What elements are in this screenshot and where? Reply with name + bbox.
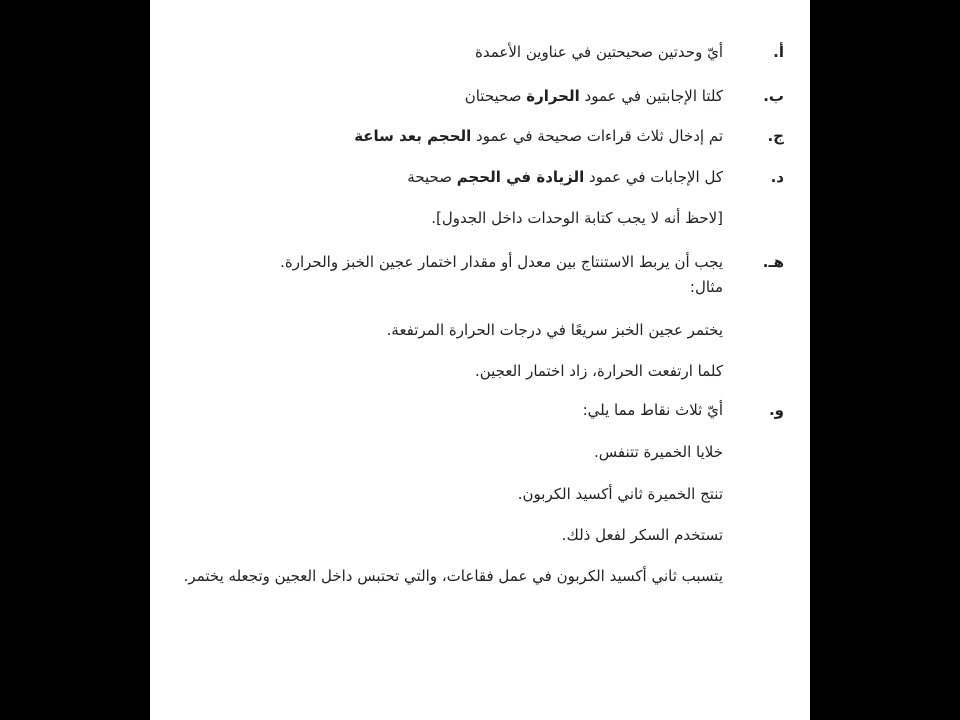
item-c-text-pre: تم إدخال ثلاث قراءات صحيحة في عمود [471, 127, 723, 145]
item-b-marker: ب. [763, 87, 784, 105]
item-c-marker: ج. [767, 127, 784, 145]
item-e-line1: يجب أن يربط الاستنتاج بين معدل أو مقدار اختمار عجين الخبز والحرارة. [280, 253, 723, 271]
item-f-text: أيّ ثلاث نقاط مما يلي: [582, 401, 723, 419]
item-b-bold: الحرارة [526, 87, 580, 105]
item-f-point-row [150, 440, 810, 468]
item-e-example1-row [150, 318, 810, 346]
item-e-example2-row [150, 359, 810, 387]
item-e-example2: كلما ارتفعت الحرارة، زاد اختمار العجين. [474, 362, 723, 380]
item-e-marker: هـ. [762, 253, 784, 271]
item-d-text-post: صحيحة [407, 168, 457, 186]
item-d-text [407, 165, 723, 189]
item-d-note: [لاحظ أنه لا يجب كتابة الوحدات داخل الجدول]. [431, 209, 723, 227]
item-f-marker: و. [768, 401, 784, 419]
item-c-bold: الحجم بعد ساعة [354, 127, 472, 145]
item-d-bold: الزيادة في الحجم [456, 168, 585, 186]
document-page [150, 0, 810, 720]
item-f [150, 398, 810, 426]
item-d-note-row [150, 206, 810, 234]
item-f-point: تستخدم السكر لفعل ذلك. [561, 526, 723, 544]
item-e-line2-row [150, 275, 810, 303]
item-f-point-row [150, 564, 810, 592]
item-f-point-row [150, 482, 810, 510]
item-d-marker: د. [770, 168, 784, 186]
item-b-text [465, 84, 723, 108]
item-b-text-post: صحيحتان [464, 87, 527, 105]
item-c-text [354, 124, 723, 148]
item-f-point: يتسبب ثاني أكسيد الكربون في عمل فقاعات، والتي تحتبس داخل العجين وتجعله يختمر. [183, 567, 723, 585]
item-a-text: أيّ وحدتين صحيحتين في عناوين الأعمدة [475, 43, 723, 61]
item-f-point: خلايا الخميرة تتنفس. [594, 443, 723, 461]
item-e [150, 250, 810, 278]
item-e-example1: يختمر عجين الخبز سريعًا في درجات الحرارة المرتفعة. [386, 321, 723, 339]
item-b [150, 84, 810, 112]
item-f-point-row [150, 523, 810, 551]
item-f-point: تنتج الخميرة ثاني أكسيد الكربون. [517, 485, 723, 503]
item-d [150, 165, 810, 193]
item-b-text-pre: كلتا الإجابتين في عمود [579, 87, 723, 105]
item-a [150, 40, 810, 68]
item-a-marker: أ. [773, 43, 784, 61]
item-e-line2: مثال: [689, 278, 723, 296]
item-d-text-pre: كل الإجابات في عمود [584, 168, 723, 186]
item-c [150, 124, 810, 152]
